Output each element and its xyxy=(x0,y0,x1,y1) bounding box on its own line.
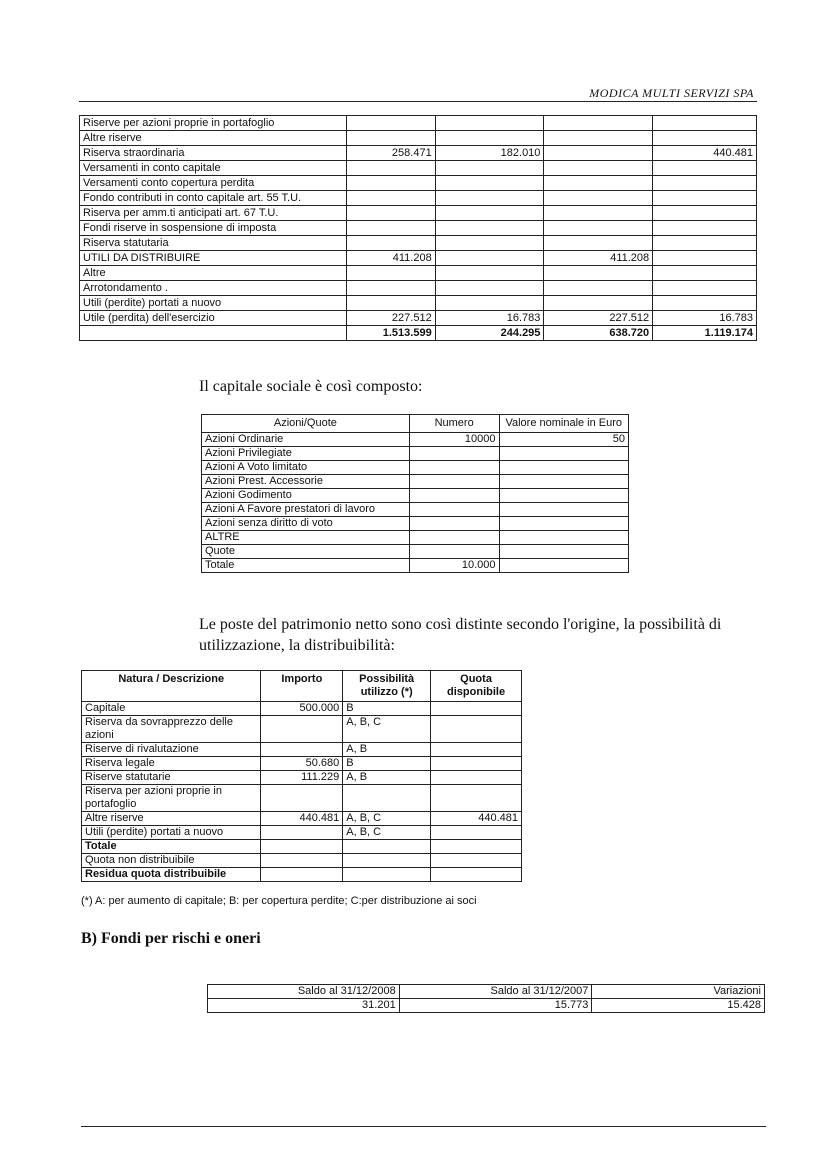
row-label: Riserva straordinaria xyxy=(80,146,347,161)
value-cell xyxy=(431,743,522,757)
value-cell: 244.295 xyxy=(435,326,544,341)
row-label: Versamenti conto copertura perdita xyxy=(80,176,347,191)
column-header: Importo xyxy=(261,671,343,702)
value-cell xyxy=(544,221,653,236)
value-cell xyxy=(544,146,653,161)
row-label: Fondi riserve in sospensione di imposta xyxy=(80,221,347,236)
value-cell: 440.481 xyxy=(653,146,757,161)
value-cell xyxy=(544,266,653,281)
value-cell: 440.481 xyxy=(431,812,522,826)
table-row xyxy=(80,146,757,161)
value-cell: 411.208 xyxy=(346,251,435,266)
table-row xyxy=(80,236,757,251)
row-label: Quote xyxy=(202,545,410,559)
value-cell: B xyxy=(343,757,431,771)
origin-intro: Le poste del patrimonio netto sono così distinte secondo l'origine, la possibilità di utilizzazione, la distribuibilità: xyxy=(199,616,722,654)
table-row xyxy=(80,116,757,131)
value-cell xyxy=(544,206,653,221)
table-row xyxy=(202,475,629,489)
value-cell xyxy=(653,116,757,131)
value-cell xyxy=(409,489,499,503)
row-label: Quota non distribuibile xyxy=(82,854,261,868)
value-cell xyxy=(499,545,629,559)
row-label: Altre riserve xyxy=(82,812,261,826)
row-label: Altre riserve xyxy=(80,131,347,146)
value-cell: 16.783 xyxy=(653,311,757,326)
row-label: Riserva per azioni proprie in portafoglio xyxy=(82,785,261,812)
row-label: Versamenti in conto capitale xyxy=(80,161,347,176)
row-label: Riserva statutaria xyxy=(80,236,347,251)
row-label: Utili (perdite) portati a nuovo xyxy=(80,296,347,311)
value-cell: 16.783 xyxy=(435,311,544,326)
column-header: Possibilità utilizzo (*) xyxy=(343,671,431,702)
value-cell xyxy=(499,475,629,489)
value-cell: 15.428 xyxy=(592,999,765,1013)
value-cell xyxy=(431,771,522,785)
value-cell: 500.000 xyxy=(261,702,343,716)
column-header: Natura / Descrizione xyxy=(82,671,261,702)
value-cell xyxy=(409,503,499,517)
row-label: Utili (perdite) portati a nuovo xyxy=(82,826,261,840)
table-row xyxy=(202,531,629,545)
value-cell xyxy=(544,191,653,206)
value-cell xyxy=(544,296,653,311)
value-cell xyxy=(431,840,522,854)
value-cell: A, B xyxy=(343,771,431,785)
table-row xyxy=(80,311,757,326)
value-cell xyxy=(409,461,499,475)
value-cell xyxy=(544,176,653,191)
value-cell: A, B, C xyxy=(343,812,431,826)
capital-intro: Il capitale sociale è così composto: xyxy=(199,378,423,395)
row-label: Riserve per azioni proprie in portafoglio xyxy=(80,116,347,131)
row-label: Azioni Prest. Accessorie xyxy=(202,475,410,489)
value-cell xyxy=(435,251,544,266)
value-cell xyxy=(435,116,544,131)
value-cell xyxy=(431,716,522,743)
row-label: Totale xyxy=(202,559,410,573)
value-cell xyxy=(409,517,499,531)
row-label: Utile (perdita) dell'esercizio xyxy=(80,311,347,326)
value-cell xyxy=(653,236,757,251)
table-row xyxy=(82,854,522,868)
funds-table xyxy=(207,984,765,1013)
value-cell xyxy=(653,161,757,176)
value-cell xyxy=(435,206,544,221)
value-cell xyxy=(409,447,499,461)
value-cell: A, B xyxy=(343,743,431,757)
value-cell xyxy=(346,236,435,251)
value-cell xyxy=(346,131,435,146)
row-label: Azioni senza diritto di voto xyxy=(202,517,410,531)
table-row xyxy=(80,206,757,221)
table-row xyxy=(82,716,522,743)
origin-footnote: (*) A: per aumento di capitale; B: per copertura perdite; C:per distribuzione ai soci xyxy=(81,895,477,907)
value-cell xyxy=(653,131,757,146)
value-cell xyxy=(261,785,343,812)
table-row xyxy=(80,326,757,341)
row-label: UTILI DA DISTRIBUIRE xyxy=(80,251,347,266)
value-cell xyxy=(346,116,435,131)
column-header: Azioni/Quote xyxy=(202,415,410,433)
value-cell: A, B, C xyxy=(343,716,431,743)
row-label: Azioni Godimento xyxy=(202,489,410,503)
value-cell: 50 xyxy=(499,433,629,447)
value-cell: A, B, C xyxy=(343,826,431,840)
value-cell xyxy=(435,281,544,296)
value-cell: 111.229 xyxy=(261,771,343,785)
value-cell xyxy=(431,757,522,771)
value-cell xyxy=(409,475,499,489)
row-label: Azioni Privilegiate xyxy=(202,447,410,461)
value-cell xyxy=(431,702,522,716)
value-cell xyxy=(346,296,435,311)
value-cell xyxy=(346,266,435,281)
table-row xyxy=(80,296,757,311)
column-header: Quota disponibile xyxy=(431,671,522,702)
value-cell xyxy=(653,296,757,311)
value-cell: 227.512 xyxy=(346,311,435,326)
column-header: Numero xyxy=(409,415,499,433)
row-label: Riserve statutarie xyxy=(82,771,261,785)
value-cell xyxy=(435,296,544,311)
row-label: ALTRE xyxy=(202,531,410,545)
row-label: Riserva per amm.ti anticipati art. 67 T.U. xyxy=(80,206,347,221)
value-cell: 31.201 xyxy=(208,999,400,1013)
row-label: Altre xyxy=(80,266,347,281)
value-cell xyxy=(346,221,435,236)
value-cell xyxy=(653,176,757,191)
row-label: Fondo contributi in conto capitale art. 55 T.U. xyxy=(80,191,347,206)
value-cell: 638.720 xyxy=(544,326,653,341)
value-cell xyxy=(435,221,544,236)
value-cell xyxy=(544,161,653,176)
table-row xyxy=(202,545,629,559)
row-label: Residua quota distribuibile xyxy=(82,868,261,882)
table-row xyxy=(202,447,629,461)
value-cell xyxy=(261,868,343,882)
value-cell xyxy=(499,461,629,475)
table-row xyxy=(80,281,757,296)
value-cell xyxy=(499,517,629,531)
value-cell xyxy=(435,131,544,146)
value-cell xyxy=(409,531,499,545)
table-row xyxy=(80,161,757,176)
value-cell xyxy=(346,176,435,191)
value-cell: 1.119.174 xyxy=(653,326,757,341)
value-cell: 50.680 xyxy=(261,757,343,771)
value-cell xyxy=(346,281,435,296)
value-cell xyxy=(431,868,522,882)
table-row xyxy=(80,266,757,281)
table-row xyxy=(82,826,522,840)
company-header: MODICA MULTI SERVIZI SPA xyxy=(589,86,754,100)
row-label: Azioni Ordinarie xyxy=(202,433,410,447)
value-cell: 411.208 xyxy=(544,251,653,266)
value-cell xyxy=(653,191,757,206)
table-row xyxy=(82,771,522,785)
value-cell xyxy=(653,251,757,266)
value-cell xyxy=(346,161,435,176)
table-row xyxy=(202,503,629,517)
table-row xyxy=(80,251,757,266)
value-cell: 10.000 xyxy=(409,559,499,573)
row-label xyxy=(80,326,347,341)
value-cell xyxy=(431,854,522,868)
value-cell xyxy=(343,854,431,868)
row-label: Arrotondamento . xyxy=(80,281,347,296)
value-cell xyxy=(653,206,757,221)
value-cell xyxy=(261,840,343,854)
footer-rule xyxy=(81,1126,766,1127)
table-row xyxy=(82,840,522,854)
value-cell xyxy=(544,281,653,296)
table-row xyxy=(202,489,629,503)
value-cell xyxy=(431,785,522,812)
column-header: Saldo al 31/12/2007 xyxy=(399,985,592,999)
table-row xyxy=(82,757,522,771)
row-label: Riserve di rivalutazione xyxy=(82,743,261,757)
value-cell xyxy=(435,236,544,251)
value-cell xyxy=(499,559,629,573)
value-cell: 1.513.599 xyxy=(346,326,435,341)
table-row xyxy=(80,191,757,206)
value-cell xyxy=(409,545,499,559)
column-header: Valore nominale in Euro xyxy=(499,415,629,433)
value-cell xyxy=(261,743,343,757)
value-cell xyxy=(346,206,435,221)
column-header: Saldo al 31/12/2008 xyxy=(208,985,400,999)
value-cell xyxy=(261,854,343,868)
value-cell xyxy=(653,266,757,281)
value-cell xyxy=(499,447,629,461)
section-b-title: B) Fondi per rischi e oneri xyxy=(81,930,261,947)
value-cell xyxy=(544,131,653,146)
row-label: Riserva da sovrapprezzo delle azioni xyxy=(82,716,261,743)
value-cell xyxy=(435,266,544,281)
table-row xyxy=(202,559,629,573)
shares-table xyxy=(201,414,629,573)
value-cell xyxy=(544,236,653,251)
value-cell xyxy=(499,503,629,517)
value-cell xyxy=(653,281,757,296)
value-cell xyxy=(261,716,343,743)
header-rule xyxy=(79,101,757,102)
value-cell: B xyxy=(343,702,431,716)
table-row xyxy=(82,812,522,826)
value-cell xyxy=(435,191,544,206)
value-cell: 10000 xyxy=(409,433,499,447)
value-cell: 182.010 xyxy=(435,146,544,161)
table-row xyxy=(202,461,629,475)
value-cell xyxy=(544,116,653,131)
row-label: Riserva legale xyxy=(82,757,261,771)
column-header: Variazioni xyxy=(592,985,765,999)
value-cell xyxy=(346,191,435,206)
value-cell xyxy=(343,785,431,812)
table-row xyxy=(82,702,522,716)
reserves-table xyxy=(79,115,757,341)
table-row xyxy=(202,433,629,447)
value-cell xyxy=(343,840,431,854)
value-cell xyxy=(343,868,431,882)
value-cell xyxy=(261,826,343,840)
row-label: Azioni A Favore prestatori di lavoro xyxy=(202,503,410,517)
value-cell: 227.512 xyxy=(544,311,653,326)
table-row xyxy=(202,517,629,531)
value-cell: 258.471 xyxy=(346,146,435,161)
table-row xyxy=(80,131,757,146)
value-cell xyxy=(435,176,544,191)
value-cell: 440.481 xyxy=(261,812,343,826)
table-row xyxy=(82,868,522,882)
table-row xyxy=(80,176,757,191)
value-cell xyxy=(499,531,629,545)
row-label: Totale xyxy=(82,840,261,854)
value-cell xyxy=(431,826,522,840)
value-cell: 15.773 xyxy=(399,999,592,1013)
table-row xyxy=(82,785,522,812)
table-row xyxy=(80,221,757,236)
row-label: Capitale xyxy=(82,702,261,716)
value-cell xyxy=(653,221,757,236)
table-row xyxy=(82,743,522,757)
value-cell xyxy=(435,161,544,176)
origin-table xyxy=(81,670,522,882)
value-cell xyxy=(499,489,629,503)
row-label: Azioni A Voto limitato xyxy=(202,461,410,475)
